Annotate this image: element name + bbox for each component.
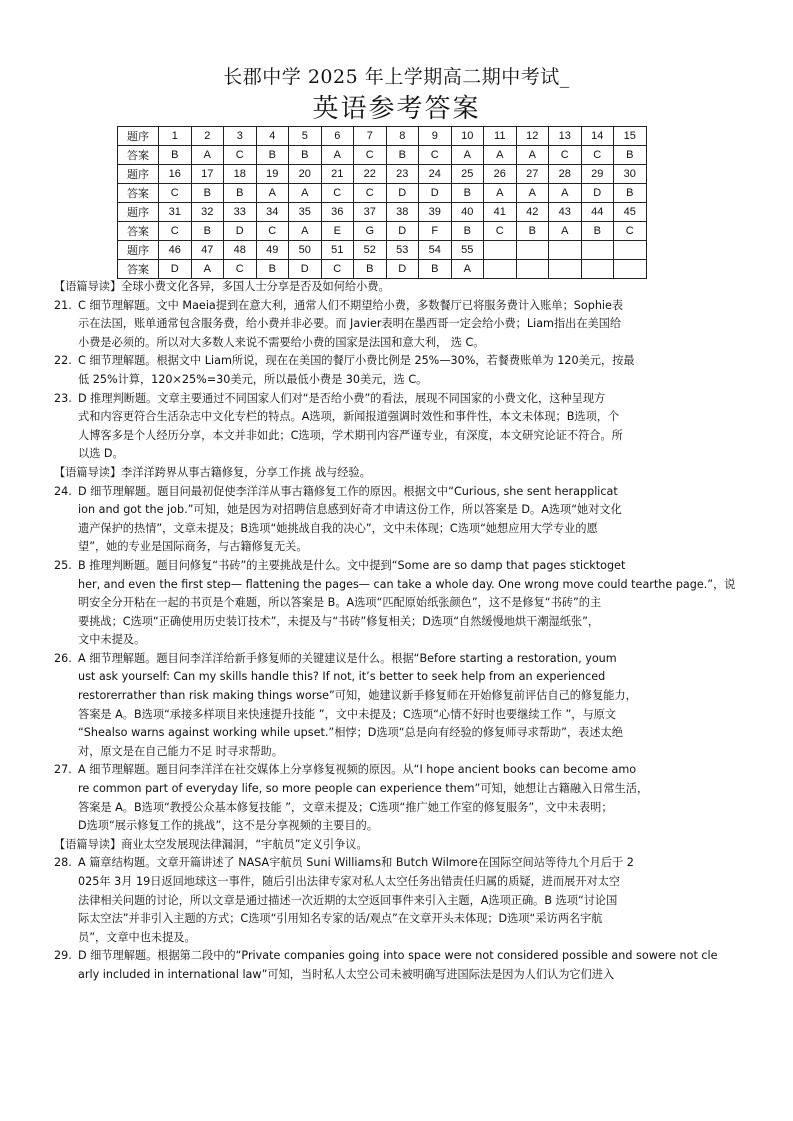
- question-number-cell: 15: [614, 127, 647, 146]
- question-number-cell: 36: [321, 203, 354, 222]
- reading-guide: 【语篇导读】全球小费文化各异，多国人士分享是否及如何给小费。: [54, 280, 390, 293]
- answer-cell: D: [289, 260, 322, 279]
- explanation-line: D选项“展示修复工作的挑战”，这不是分享视频的主要目的。: [78, 819, 378, 833]
- reading-guide: 【语篇导读】李洋洋跨界从事古籍修复，分享工作挑 战与经验。: [54, 465, 371, 479]
- question-number-cell: [549, 241, 582, 260]
- page-title: 长郡中学 2025 年上学期高二期中考试_: [223, 66, 570, 88]
- reading-guide: 【语篇导读】商业太空发展现法律漏洞，“宇航员”定义引争议。: [54, 837, 368, 851]
- question-number: 27.: [54, 763, 72, 777]
- answer-cell: C: [614, 222, 647, 241]
- explanation-line: arly included in international law”可知，当时私人太空公司未被明确写进国际法是因为人们认为它们进入: [78, 967, 615, 981]
- answer-cell: B: [354, 260, 387, 279]
- answer-cell: B: [256, 146, 289, 165]
- row-label-question: 题序: [118, 241, 159, 260]
- explanation-line: 员”，文章中也未提及。: [78, 930, 196, 944]
- question-number-row: [118, 203, 647, 222]
- question-number-cell: 26: [484, 165, 517, 184]
- question-number-cell: 54: [419, 241, 452, 260]
- question-number-cell: 25: [451, 165, 484, 184]
- question-number-cell: 11: [484, 127, 517, 146]
- explanation-line: 低 25%计算，120×25%=30美元，所以最低小费是 30美元，选 C。: [78, 372, 428, 386]
- question-number-cell: 6: [321, 127, 354, 146]
- question-number-cell: 3: [224, 127, 257, 146]
- explanation-line: “Shealso warns against working while upset.”相悖；D选项“总是向有经验的修复师寻求帮助”，表述太绝: [78, 726, 623, 740]
- answer-cell: A: [256, 184, 289, 203]
- explanation-line: 小费是必须的。所以对大多数人来说不需要给小费的国家是法国和意大利， 选 C。: [78, 335, 485, 349]
- question-number: 26.: [54, 651, 72, 665]
- answer-cell: B: [159, 146, 192, 165]
- answer-cell: A: [289, 184, 322, 203]
- explanation-line: D 细节理解题。根据第二段中的“Private companies going into space were not considered possible and sowere not cle: [78, 949, 718, 963]
- explanation-line: ust ask yourself: Can my skills handle this? If not, it’s better to seek help from an experienced: [78, 670, 606, 684]
- explanation-line: 025年 3月 19日返回地球这一事件，随后引出法律专家对私人太空任务出错责任归属的质疑，进而展开对太空: [78, 875, 621, 888]
- row-label-answer: 答案: [118, 260, 159, 279]
- answer-cell: B: [191, 222, 224, 241]
- question-number-cell: 49: [256, 241, 289, 260]
- answer-cell: C: [354, 146, 387, 165]
- question-number-cell: 53: [386, 241, 419, 260]
- question-number-cell: 55: [451, 241, 484, 260]
- question-number: 28.: [54, 856, 72, 870]
- question-number: 24.: [54, 484, 72, 498]
- explanation-line: C 细节理解题。根据文中 Liam所说，现在在美国的餐厅小费比例是 25%—30%，若餐费账单为 120美元，按最: [78, 354, 635, 368]
- answer-cell: B: [191, 184, 224, 203]
- answer-cell: D: [419, 184, 452, 203]
- answer-cell: B: [386, 146, 419, 165]
- answer-cell: F: [419, 222, 452, 241]
- explanation-line: D 推理判断题。文章主要通过不同国家人们对“是否给小费”的看法，展现不同国家的小费文化，这种呈现方: [78, 391, 606, 405]
- explanation-line: B 推理判断题。题目问修复“书砖”的主要挑战是什么。文中提到“Some are so damp that pages sticktoget: [78, 558, 626, 572]
- question-number-cell: 43: [549, 203, 582, 222]
- explanation-line: 际太空法”并非引入主题的方式；C选项“引用知名专家的话/观点”在文章开头未体现；D选项“采访两名宇航: [78, 912, 603, 926]
- question-number-cell: 37: [354, 203, 387, 222]
- answer-cell: G: [354, 222, 387, 241]
- answer-cell: A: [289, 222, 322, 241]
- answer-cell: B: [289, 146, 322, 165]
- answer-table: [117, 126, 647, 279]
- explanation-line: 要挑战；C选项“正确使用历史装订技术”，未提及与“书砖”修复相关；D选项“自然缓慢地烘干潮湿纸张”，: [78, 614, 600, 628]
- question-number-cell: 51: [321, 241, 354, 260]
- explanation-item: [54, 390, 744, 464]
- question-number: 23.: [54, 391, 72, 405]
- question-number-cell: 24: [419, 165, 452, 184]
- answer-cell: A: [191, 146, 224, 165]
- row-label-question: 题序: [118, 203, 159, 222]
- question-number-cell: 12: [516, 127, 549, 146]
- answer-row: [118, 146, 647, 165]
- answer-cell: [614, 260, 647, 279]
- answer-cell: E: [321, 222, 354, 241]
- question-number: 29.: [54, 949, 72, 963]
- answer-cell: A: [484, 146, 517, 165]
- question-number-cell: 27: [516, 165, 549, 184]
- question-number-cell: 32: [191, 203, 224, 222]
- question-number-cell: 45: [614, 203, 647, 222]
- page-subtitle: 英语参考答案: [312, 94, 481, 124]
- answer-row: [118, 222, 647, 241]
- answer-cell: B: [581, 222, 614, 241]
- explanation-line: ion and got the job.”可知，她是因为对招聘信息感到好奇才申请这份工作，所以答案是 D。A选项“她对文化: [78, 503, 622, 517]
- answer-cell: [549, 260, 582, 279]
- question-number: 22.: [54, 354, 72, 368]
- answer-cell: D: [581, 184, 614, 203]
- question-number-cell: 17: [191, 165, 224, 184]
- answer-cell: D: [386, 222, 419, 241]
- explanation-item: [54, 947, 744, 984]
- answer-cell: C: [321, 184, 354, 203]
- question-number-cell: 28: [549, 165, 582, 184]
- answer-cell: A: [516, 184, 549, 203]
- answer-cell: C: [549, 146, 582, 165]
- answer-cell: C: [159, 222, 192, 241]
- explanation-line: her, and even the first step— flattening the pages— can take a whole day. One wrong move could tearthe page.”，说: [78, 577, 736, 591]
- answer-cell: B: [224, 184, 257, 203]
- answer-cell: D: [386, 260, 419, 279]
- answer-cell: C: [484, 222, 517, 241]
- explanation-line: 遗产保护的热情”，文章未提及；B选项“她挑战自我的决心”，文中未体现；C选项“她想应用大学专业的愿: [78, 521, 598, 535]
- question-number: 25.: [54, 558, 72, 572]
- question-number-cell: 9: [419, 127, 452, 146]
- row-label-answer: 答案: [118, 222, 159, 241]
- row-label-answer: 答案: [118, 146, 159, 165]
- question-number-cell: 23: [386, 165, 419, 184]
- row-label-answer: 答案: [118, 184, 159, 203]
- question-number-cell: 19: [256, 165, 289, 184]
- answer-cell: C: [321, 260, 354, 279]
- question-number-cell: 16: [159, 165, 192, 184]
- answer-cell: B: [614, 184, 647, 203]
- answer-cell: [581, 260, 614, 279]
- explanation-line: 答案是 A。B选项“教授公众基本修复技能 ”，文章未提及；C选项“推广她工作室的修复服务”，文中未表明；: [78, 800, 613, 814]
- row-label-question: 题序: [118, 165, 159, 184]
- answer-cell: C: [581, 146, 614, 165]
- question-number-cell: 4: [256, 127, 289, 146]
- explanation-line: 示在法国，账单通常包含服务费，给小费并非必要。而 Javier表明在墨西哥一定会给小费；Liam指出在美国给: [78, 317, 622, 331]
- answer-cell: [516, 260, 549, 279]
- answer-cell: A: [451, 260, 484, 279]
- question-number-cell: 13: [549, 127, 582, 146]
- answer-cell: D: [386, 184, 419, 203]
- answer-cell: D: [159, 260, 192, 279]
- question-number-cell: 46: [159, 241, 192, 260]
- answer-cell: A: [549, 184, 582, 203]
- question-number-cell: 38: [386, 203, 419, 222]
- answer-cell: A: [484, 184, 517, 203]
- question-number-cell: 8: [386, 127, 419, 146]
- answer-cell: C: [159, 184, 192, 203]
- question-number-cell: 42: [516, 203, 549, 222]
- answer-cell: [484, 260, 517, 279]
- explanation-item: [54, 352, 744, 389]
- explanation-line: 式和内容更符合生活杂志中文化专栏的特点。A选项，新闻报道强调时效性和事件性，本文未体现；B选项，个: [78, 410, 620, 424]
- answer-cell: A: [451, 146, 484, 165]
- question-number-cell: 5: [289, 127, 322, 146]
- explanation-item: [54, 761, 744, 835]
- explanation-line: 文中未提及。: [78, 633, 146, 647]
- explanation-line: 望”，她的专业是国际商务，与古籍修复无关。: [78, 540, 308, 554]
- question-number-row: [118, 127, 647, 146]
- explanation-item: [54, 483, 744, 557]
- answer-cell: B: [451, 222, 484, 241]
- question-number-cell: [581, 241, 614, 260]
- answer-cell: A: [516, 146, 549, 165]
- question-number-row: [118, 165, 647, 184]
- answer-cell: B: [451, 184, 484, 203]
- answer-cell: A: [549, 222, 582, 241]
- answer-cell: B: [614, 146, 647, 165]
- explanation-line: re common part of everyday life, so more people can experience them”可知，她想让古籍融入日常生活，: [78, 782, 649, 796]
- explanation-line: A 细节理解题。题目问李洋洋在社交媒体上分享修复视频的原因。从“I hope ancient books can become amo: [78, 763, 637, 777]
- question-number: 21.: [54, 298, 72, 312]
- question-number-cell: 18: [224, 165, 257, 184]
- row-label-question: 题序: [118, 127, 159, 146]
- answer-cell: B: [516, 222, 549, 241]
- question-number-cell: 41: [484, 203, 517, 222]
- question-number-cell: 14: [581, 127, 614, 146]
- question-number-cell: 34: [256, 203, 289, 222]
- answer-cell: C: [419, 146, 452, 165]
- explanation-line: C 细节理解题。文中 Maeia提到在意大利，通常人们不期望给小费，多数餐厅已将服务费计入账单；Sophie表: [78, 298, 624, 312]
- answer-cell: C: [354, 184, 387, 203]
- question-number-cell: 1: [159, 127, 192, 146]
- question-number-cell: 35: [289, 203, 322, 222]
- question-number-cell: 21: [321, 165, 354, 184]
- answer-cell: C: [224, 260, 257, 279]
- question-number-cell: 20: [289, 165, 322, 184]
- explanation-item: [54, 297, 744, 353]
- question-number-cell: [516, 241, 549, 260]
- answer-cell: D: [224, 222, 257, 241]
- explanation-item: [54, 557, 744, 650]
- explanation-line: A 篇章结构题。文章开篇讲述了 NASA宇航员 Suni Williams和 Butch Wilmore在国际空间站等待九个月后于 2: [78, 856, 634, 870]
- explanation-line: A 细节理解题。题目问李洋洋给新手修复师的关键建议是什么。根据“Before starting a restoration, youm: [78, 651, 617, 665]
- question-number-cell: 29: [581, 165, 614, 184]
- answer-cell: A: [321, 146, 354, 165]
- explanation-line: 对，原文是在自己能力不足 时寻求帮助。: [78, 744, 283, 758]
- answer-cell: A: [191, 260, 224, 279]
- question-number-cell: 44: [581, 203, 614, 222]
- question-number-cell: 48: [224, 241, 257, 260]
- explanation-line: 答案是 A。B选项“承接多样项目来快速提升技能 ”，文中未提及；C选项“心情不好时也要继续工作 ”，与原文: [78, 707, 617, 721]
- answer-cell: C: [224, 146, 257, 165]
- explanation-item: [54, 650, 744, 762]
- explanation-line: 明安全分开粘在一起的书页是个难题，所以答案是 B。A选项“匹配原始纸张颜色”，这不是修复“书砖”的主: [78, 596, 602, 610]
- answer-cell: B: [419, 260, 452, 279]
- question-number-cell: 2: [191, 127, 224, 146]
- question-number-cell: 30: [614, 165, 647, 184]
- answer-cell: B: [256, 260, 289, 279]
- question-number-cell: 50: [289, 241, 322, 260]
- answer-row: [118, 184, 647, 203]
- question-number-cell: 40: [451, 203, 484, 222]
- explanation-line: 法律相关问题的讨论，所以文章是通过描述一次近期的太空返回事件来引入主题，A选项正确。B 选项“讨论国: [78, 893, 618, 907]
- explanations: [54, 278, 744, 985]
- explanation-line: 以选 D。: [78, 447, 124, 461]
- explanation-line: D 细节理解题。题目问最初促使李洋洋从事古籍修复工作的原因。根据文中“Curious, she sent herapplicat: [78, 484, 618, 498]
- question-number-row: [118, 241, 647, 260]
- question-number-cell: 52: [354, 241, 387, 260]
- question-number-cell: 39: [419, 203, 452, 222]
- answer-row: [118, 260, 647, 279]
- explanation-item: [54, 854, 744, 947]
- question-number-cell: [614, 241, 647, 260]
- question-number-cell: 22: [354, 165, 387, 184]
- question-number-cell: 33: [224, 203, 257, 222]
- question-number-cell: [484, 241, 517, 260]
- question-number-cell: 7: [354, 127, 387, 146]
- explanation-line: 人博客多是个人经历分享，本文并非如此；C选项，学术期刊内容严谨专业，有深度，本文研究论证不符合。所: [78, 428, 623, 442]
- explanation-line: restorerrather than risk making things worse”可知，她建议新手修复师在开始修复前评估自己的修复能力，: [78, 689, 637, 703]
- question-number-cell: 10: [451, 127, 484, 146]
- question-number-cell: 47: [191, 241, 224, 260]
- answer-cell: C: [256, 222, 289, 241]
- question-number-cell: 31: [159, 203, 192, 222]
